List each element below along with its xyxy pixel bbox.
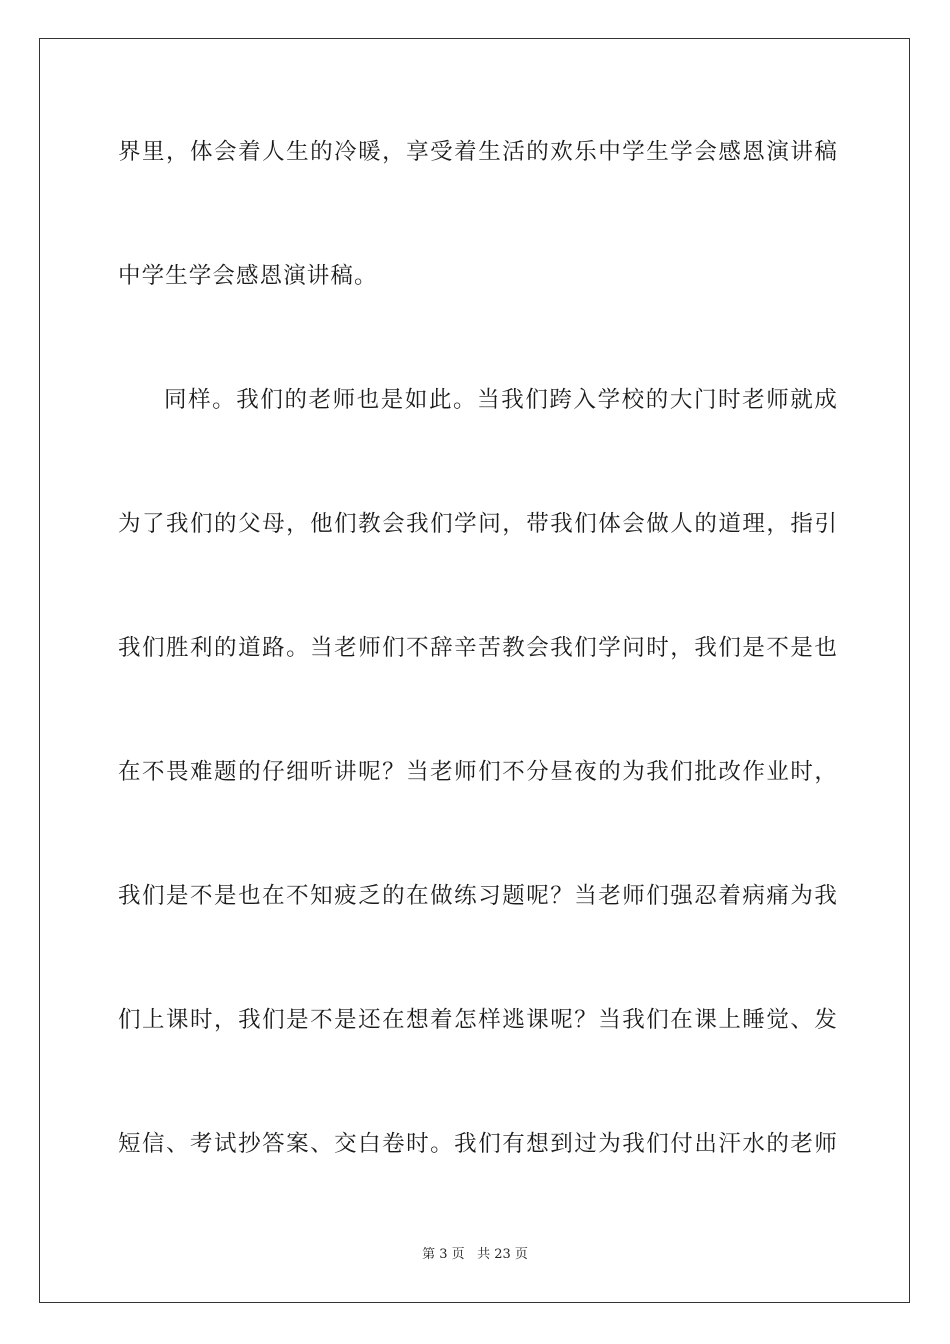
page-total: 共 23 页	[477, 1247, 528, 1262]
body-text-line: 为了我们的父母，他们教会我们学问，带我们体会做人的道理，指引	[118, 511, 838, 537]
body-text-line: 界里，体会着人生的冷暖，享受着生活的欢乐中学生学会感恩演讲稿	[118, 139, 838, 165]
body-text-line: 在不畏难题的仔细听讲呢？当老师们不分昼夜的为我们批改作业时，	[118, 759, 838, 785]
page-footer	[0, 1246, 950, 1264]
body-text-line: 们上课时，我们是不是还在想着怎样逃课呢？当我们在课上睡觉、发	[118, 1007, 838, 1033]
page-number: 第 3 页	[422, 1247, 465, 1262]
body-text-line: 中学生学会感恩演讲稿。	[118, 263, 378, 289]
paragraph-first-line: 同样。我们的老师也是如此。当我们跨入学校的大门时老师就成	[164, 387, 838, 413]
page-border	[39, 38, 910, 1303]
body-text-line: 我们胜利的道路。当老师们不辞辛苦教会我们学问时，我们是不是也	[118, 635, 838, 661]
body-text-line: 我们是不是也在不知疲乏的在做练习题呢？当老师们强忍着病痛为我	[118, 883, 838, 909]
body-text-line: 短信、考试抄答案、交白卷时。我们有想到过为我们付出汗水的老师	[118, 1131, 838, 1157]
